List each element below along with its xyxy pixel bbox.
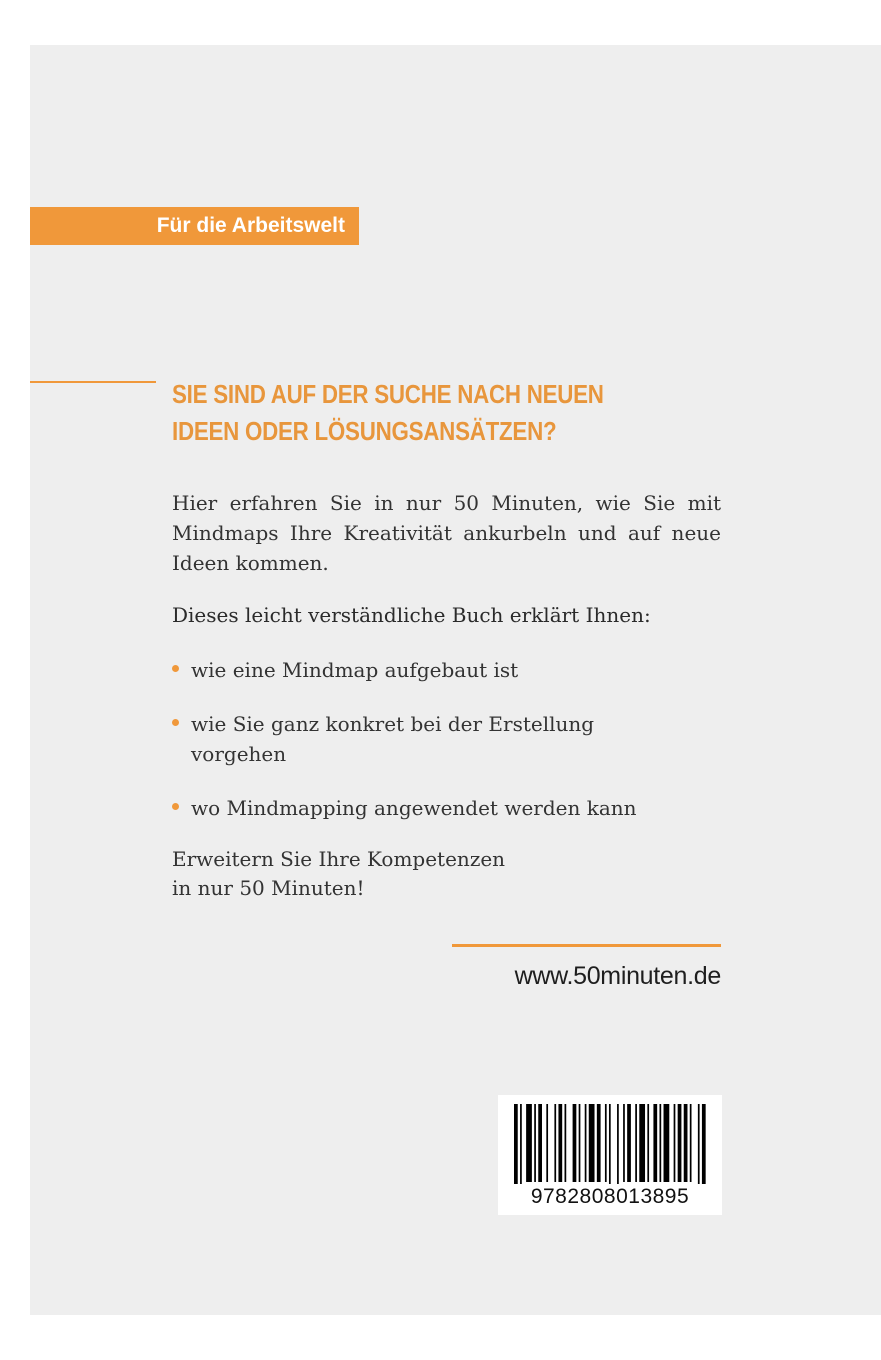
barcode-bar: [546, 1104, 548, 1182]
intro-paragraph: Hier erfahren Sie in nur 50 Minuten, wie Sie mit Mindmaps Ihre Kreativität ankurbeln und auf neue Ideen kommen.: [172, 491, 721, 575]
barcode-bar: [674, 1104, 676, 1182]
list-item-text: wo Mindmapping angewendet werden kann: [191, 796, 637, 820]
barcode-bar: [538, 1104, 542, 1182]
barcode-bar: [627, 1104, 631, 1182]
barcode-bar: [702, 1104, 706, 1184]
barcode-bar: [678, 1104, 682, 1182]
category-tag: Für die Arbeitswelt: [30, 207, 359, 245]
bullet-icon: [172, 665, 179, 672]
barcode-bar: [579, 1104, 581, 1182]
barcode-bar: [589, 1104, 595, 1182]
barcode-bar: [623, 1104, 625, 1182]
barcode-bar: [558, 1104, 562, 1182]
barcode-bar: [647, 1104, 649, 1182]
barcode-bar: [597, 1104, 601, 1182]
website-url: www.50minuten.de: [514, 962, 721, 990]
barcode-bar: [690, 1104, 692, 1182]
barcode-bar: [635, 1104, 637, 1182]
barcode-bar: [617, 1104, 619, 1184]
barcode-bar: [609, 1104, 611, 1184]
isbn-barcode: [498, 1095, 722, 1215]
headline: SIE SIND AUF DER SUCHE NACH NEUEN IDEEN ODER LÖSUNGSANSÄTZEN?: [172, 379, 604, 446]
barcode-bar: [554, 1104, 556, 1182]
closing-text: [172, 845, 592, 903]
barcode-bar: [653, 1104, 657, 1182]
list-item-text: wie Sie ganz konkret bei der Erstellung vorgehen: [191, 712, 595, 766]
bullet-icon: [172, 803, 179, 810]
barcode-bars: [514, 1104, 710, 1184]
barcode-bar: [534, 1104, 536, 1182]
barcode-bar: [565, 1104, 567, 1182]
barcode-bar: [684, 1104, 688, 1182]
barcode-bar: [526, 1104, 532, 1182]
list-item: [172, 655, 732, 685]
barcode-bar: [585, 1104, 587, 1182]
list-item-text: wie eine Mindmap aufgebaut ist: [191, 658, 519, 682]
barcode-bar: [514, 1104, 518, 1184]
barcode-bar: [698, 1104, 700, 1184]
closing-line-1: Erweitern Sie Ihre Kompetenzen: [172, 847, 506, 871]
barcode-bar: [664, 1104, 670, 1182]
list-lead: Dieses leicht verständliche Buch erklärt Ihnen:: [172, 603, 651, 627]
closing-line-2: in nur 50 Minuten!: [172, 876, 365, 900]
barcode-bar: [520, 1104, 522, 1184]
website-rule: [452, 944, 721, 947]
list-item: [172, 793, 732, 823]
barcode-bar: [573, 1104, 577, 1182]
barcode-bar: [639, 1104, 645, 1182]
barcode-bar: [659, 1104, 661, 1182]
headline-rule: [30, 381, 156, 383]
list-item: [172, 709, 732, 769]
isbn-number: 9782808013895: [530, 1185, 690, 1208]
barcode-bar: [605, 1104, 607, 1182]
bullet-icon: [172, 719, 179, 726]
